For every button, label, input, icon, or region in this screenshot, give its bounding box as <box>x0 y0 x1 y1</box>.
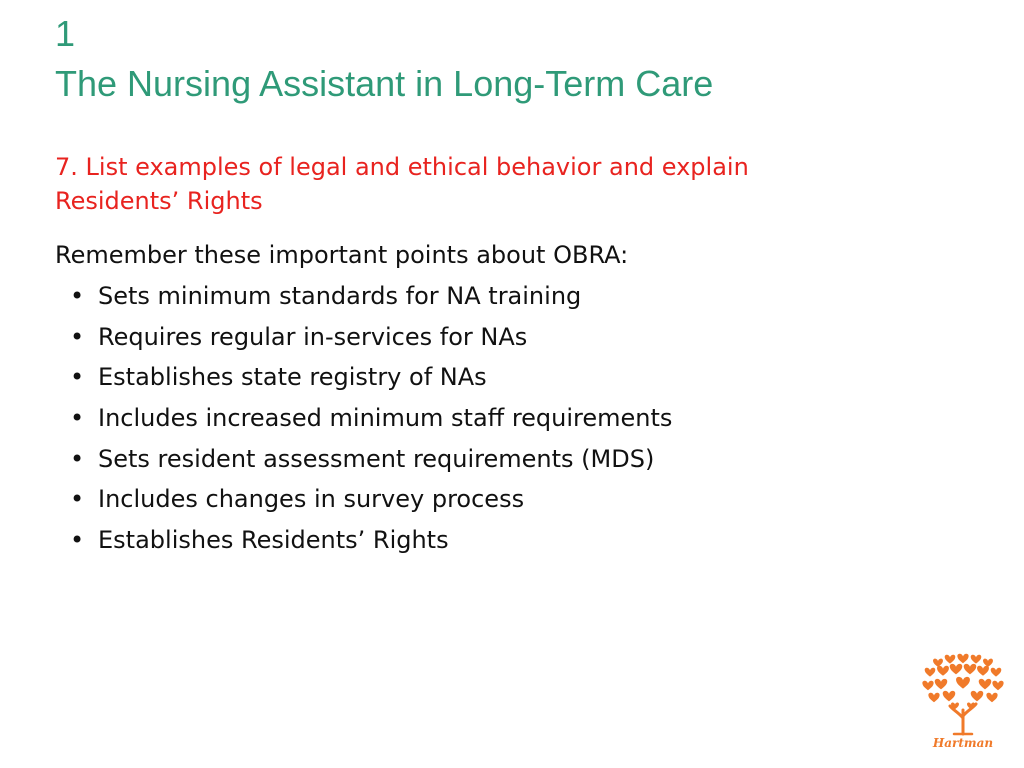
learning-objective <box>55 150 955 218</box>
bullet-icon: • <box>70 485 85 514</box>
list-item-text: Establishes Residents’ Rights <box>98 526 449 555</box>
objective-line-1: 7. List examples of legal and ethical behavior and explain <box>55 153 749 181</box>
list-item-text: Establishes state registry of NAs <box>98 363 487 392</box>
bullet-icon: • <box>70 322 85 351</box>
intro-text: Remember these important points about OBRA: <box>55 241 629 269</box>
heart-tree-logo-icon <box>920 652 1006 736</box>
logo-brand-name: Hartman <box>932 736 994 750</box>
bullet-icon: • <box>70 404 85 433</box>
list-item-text: Sets resident assessment requirements (MDS) <box>98 444 655 473</box>
chapter-title: The Nursing Assistant in Long-Term Care <box>55 63 714 104</box>
bullet-icon: • <box>70 363 85 392</box>
list-item-text: Includes increased minimum staff requirements <box>98 404 673 433</box>
list-item-text: Includes changes in survey process <box>98 485 525 514</box>
list-item-text: Sets minimum standards for NA training <box>98 282 582 310</box>
list-item-text: Requires regular in-services for NAs <box>98 322 528 351</box>
bullet-icon: • <box>70 444 85 473</box>
hartman-logo <box>920 652 1006 756</box>
objective-line-2: Residents’ Rights <box>55 187 263 215</box>
bullet-icon: • <box>70 526 85 555</box>
chapter-number: 1 <box>55 13 76 54</box>
bullet-icon: • <box>70 282 85 310</box>
